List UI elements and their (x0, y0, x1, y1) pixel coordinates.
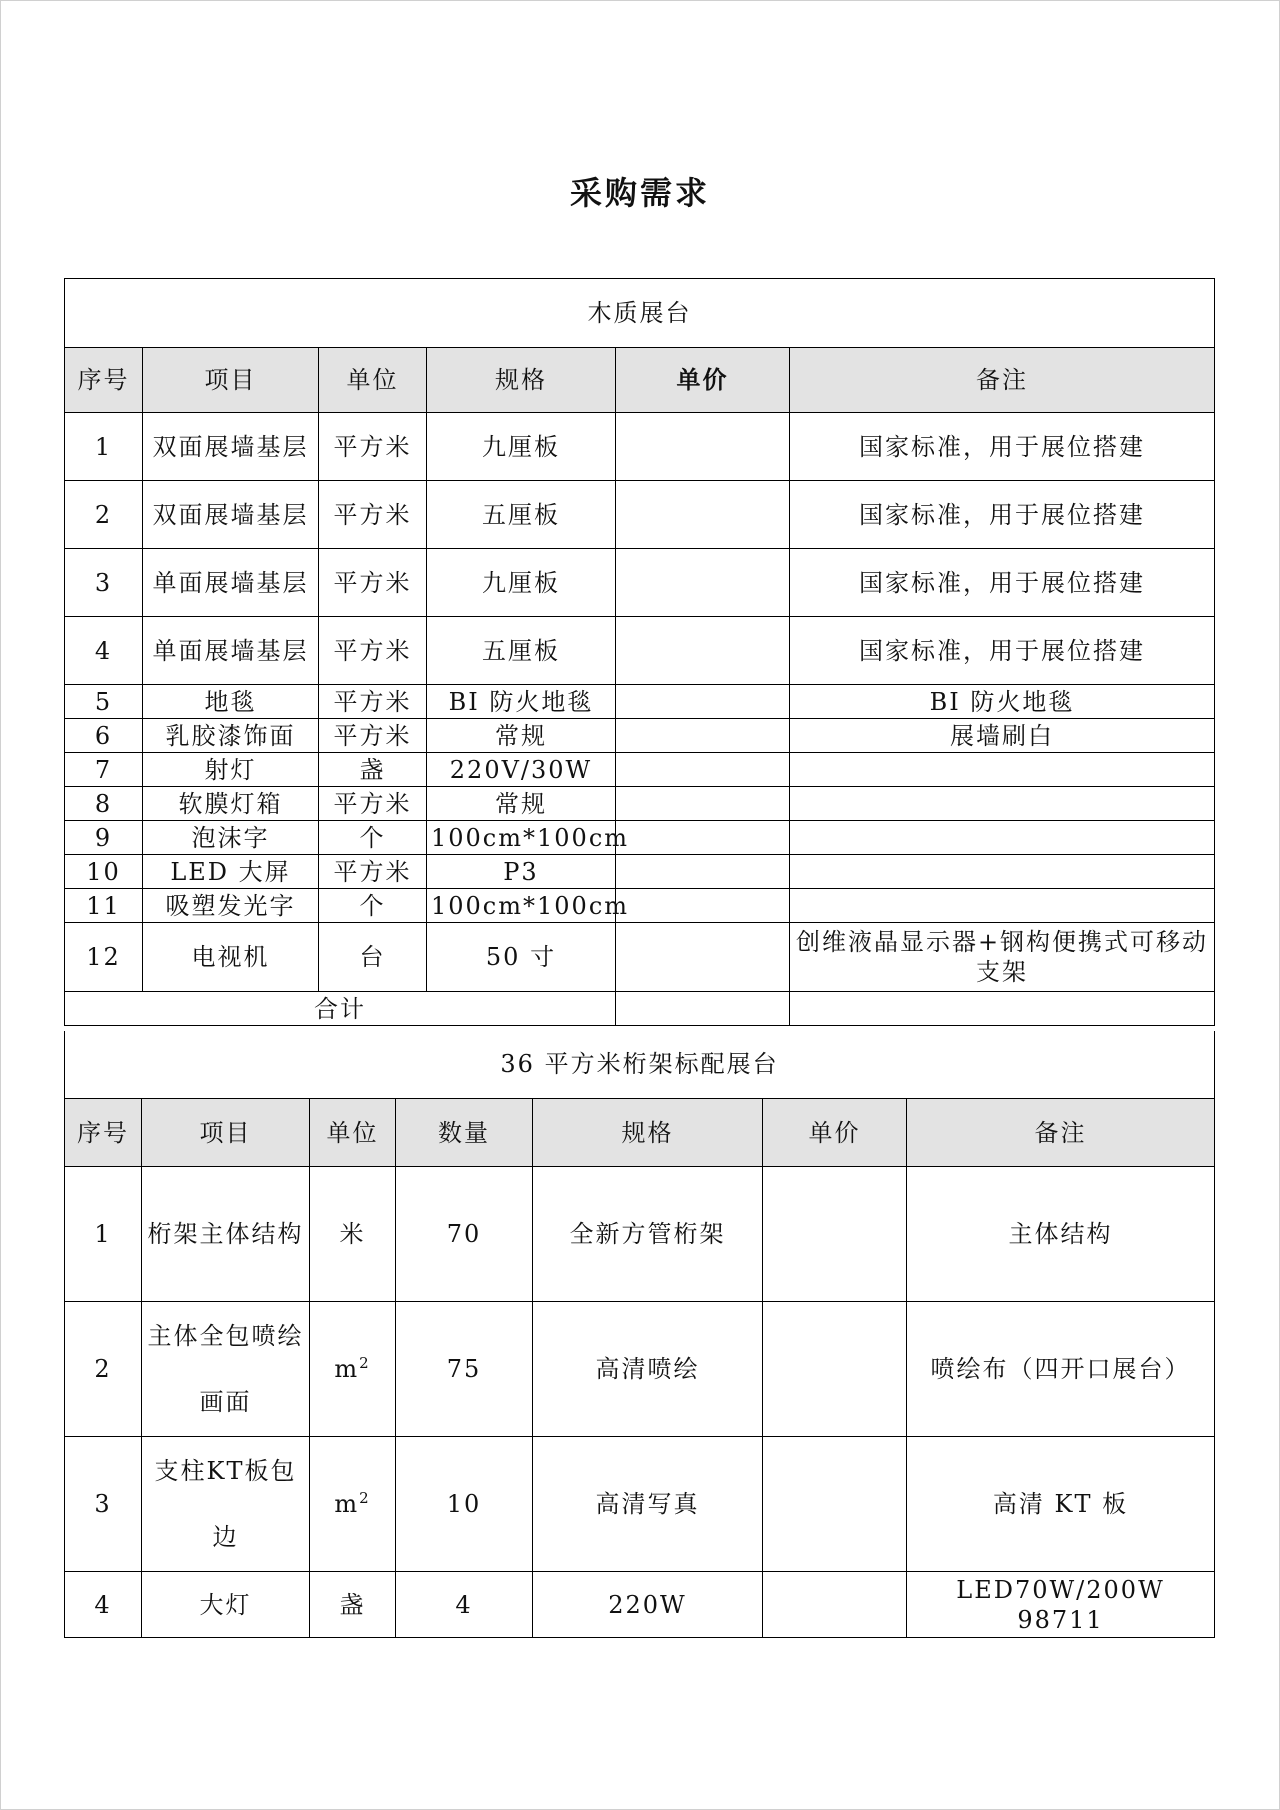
note: 国家标准，用于展位搭建 (790, 549, 1215, 617)
unit: 平方米 (319, 549, 427, 617)
unit: 平方米 (319, 719, 427, 753)
table-row (65, 821, 1215, 855)
note: 高清 KT 板 (907, 1437, 1215, 1572)
spec: 50 寸 (427, 923, 616, 992)
spec: BI 防火地毯 (427, 685, 616, 719)
unit: 个 (319, 821, 427, 855)
header-cell: 规格 (533, 1099, 763, 1167)
item-name: 主体全包喷绘画面 (142, 1302, 310, 1437)
item-name: 双面展墙基层 (143, 413, 319, 481)
header-cell: 单位 (310, 1099, 396, 1167)
quantity: 4 (396, 1572, 533, 1638)
unit (310, 1437, 396, 1572)
table-row (65, 855, 1215, 889)
table-row (65, 549, 1215, 617)
item-name: 地毯 (143, 685, 319, 719)
unit-price (616, 821, 790, 855)
unit-price (616, 413, 790, 481)
row-number: 12 (65, 923, 143, 992)
spec: 常规 (427, 787, 616, 821)
item-name: 单面展墙基层 (143, 617, 319, 685)
spec: 高清喷绘 (533, 1302, 763, 1437)
row-number: 1 (65, 1167, 142, 1302)
unit-superscript: 2 (359, 1489, 371, 1507)
section-title: 36 平方米桁架标配展台 (65, 1031, 1215, 1098)
unit-price (763, 1167, 907, 1302)
truss-booth-table (64, 1098, 1215, 1638)
row-number: 9 (65, 821, 143, 855)
note: 国家标准，用于展位搭建 (790, 617, 1215, 685)
header-cell: 单价 (763, 1099, 907, 1167)
spec: 全新方管桁架 (533, 1167, 763, 1302)
note: 喷绘布（四开口展台） (907, 1302, 1215, 1437)
header-cell: 备注 (907, 1099, 1215, 1167)
unit: 平方米 (319, 855, 427, 889)
header-cell: 序号 (65, 348, 143, 413)
table-row (65, 753, 1215, 787)
note: BI 防火地毯 (790, 685, 1215, 719)
unit-price (763, 1572, 907, 1638)
unit-price (616, 685, 790, 719)
unit-text: 盏 (339, 1590, 366, 1619)
total-note (790, 992, 1215, 1026)
unit-price (616, 753, 790, 787)
unit-price (763, 1302, 907, 1437)
note: 展墙刷白 (790, 719, 1215, 753)
row-number: 11 (65, 889, 143, 923)
truss-section-header (64, 1031, 1215, 1099)
unit-text: m (334, 1355, 360, 1383)
unit: 盏 (319, 753, 427, 787)
note (790, 753, 1215, 787)
row-number: 10 (65, 855, 143, 889)
header-cell: 单位 (319, 348, 427, 413)
document-title: 采购需求 (569, 174, 710, 212)
note: LED70W/200W 98711 (907, 1572, 1215, 1638)
header-cell: 数量 (396, 1099, 533, 1167)
item-name: 射灯 (143, 753, 319, 787)
row-number: 8 (65, 787, 143, 821)
note: 创维液晶显示器+钢构便携式可移动支架 (790, 923, 1215, 992)
total-label: 合计 (65, 992, 616, 1026)
item-name: LED 大屏 (143, 855, 319, 889)
table-row (65, 719, 1215, 753)
unit (310, 1167, 396, 1302)
unit-text: m (334, 1490, 360, 1518)
item-name: 吸塑发光字 (143, 889, 319, 923)
item-name: 大灯 (142, 1572, 310, 1638)
header-cell: 规格 (427, 348, 616, 413)
table-row (65, 617, 1215, 685)
unit-price (616, 617, 790, 685)
spec: 100cm*100cm (427, 889, 616, 923)
row-number: 2 (65, 481, 143, 549)
table-row (65, 1167, 1215, 1302)
unit (310, 1302, 396, 1437)
table-row (65, 923, 1215, 992)
spec: 五厘板 (427, 617, 616, 685)
item-name: 桁架主体结构 (142, 1167, 310, 1302)
row-number: 4 (65, 1572, 142, 1638)
quantity: 75 (396, 1302, 533, 1437)
header-cell: 序号 (65, 1099, 142, 1167)
unit-price (616, 855, 790, 889)
unit-price (616, 719, 790, 753)
total-price (616, 992, 790, 1026)
note: 国家标准，用于展位搭建 (790, 413, 1215, 481)
quantity: 10 (396, 1437, 533, 1572)
total-row (65, 992, 1215, 1026)
table-row (65, 787, 1215, 821)
unit-price (616, 481, 790, 549)
table-row (65, 1572, 1215, 1638)
spec: 九厘板 (427, 549, 616, 617)
table-row (65, 1437, 1215, 1572)
header-cell: 项目 (142, 1099, 310, 1167)
unit-text: 米 (339, 1220, 366, 1248)
table-row (65, 481, 1215, 549)
unit-price (616, 923, 790, 992)
note (790, 787, 1215, 821)
item-name: 电视机 (143, 923, 319, 992)
unit: 台 (319, 923, 427, 992)
note: 主体结构 (907, 1167, 1215, 1302)
item-name: 泡沫字 (143, 821, 319, 855)
unit: 个 (319, 889, 427, 923)
spec: 220V/30W (427, 753, 616, 787)
table-header-row (65, 348, 1215, 413)
unit-price (616, 889, 790, 923)
item-name: 支柱KT板包边 (142, 1437, 310, 1572)
note (790, 855, 1215, 889)
row-number: 3 (65, 549, 143, 617)
header-cell: 项目 (143, 348, 319, 413)
spec: 100cm*100cm (427, 821, 616, 855)
spec: 九厘板 (427, 413, 616, 481)
unit-price (616, 787, 790, 821)
spec: P3 (427, 855, 616, 889)
row-number: 5 (65, 685, 143, 719)
note (790, 889, 1215, 923)
unit: 平方米 (319, 617, 427, 685)
row-number: 6 (65, 719, 143, 753)
item-name: 乳胶漆饰面 (143, 719, 319, 753)
item-name: 软膜灯箱 (143, 787, 319, 821)
wooden-booth-table (64, 278, 1215, 1026)
note (790, 821, 1215, 855)
item-name: 双面展墙基层 (143, 481, 319, 549)
spec: 220W (533, 1572, 763, 1638)
unit-superscript: 2 (359, 1354, 371, 1372)
quantity: 70 (396, 1167, 533, 1302)
table-row (65, 413, 1215, 481)
unit-price (616, 549, 790, 617)
unit (310, 1572, 396, 1638)
unit-price (763, 1437, 907, 1572)
spec: 五厘板 (427, 481, 616, 549)
spec: 常规 (427, 719, 616, 753)
row-number: 2 (65, 1302, 142, 1437)
table-row (65, 889, 1215, 923)
unit: 平方米 (319, 685, 427, 719)
spec: 高清写真 (533, 1437, 763, 1572)
table-row (65, 1302, 1215, 1437)
table-header-row (65, 1099, 1215, 1167)
header-cell: 单价 (616, 348, 790, 413)
section-title: 木质展台 (65, 279, 1215, 348)
note: 国家标准，用于展位搭建 (790, 481, 1215, 549)
item-name: 单面展墙基层 (143, 549, 319, 617)
unit: 平方米 (319, 787, 427, 821)
row-number: 1 (65, 413, 143, 481)
unit: 平方米 (319, 481, 427, 549)
unit: 平方米 (319, 413, 427, 481)
row-number: 7 (65, 753, 143, 787)
row-number: 4 (65, 617, 143, 685)
row-number: 3 (65, 1437, 142, 1572)
table-row (65, 685, 1215, 719)
header-cell: 备注 (790, 348, 1215, 413)
